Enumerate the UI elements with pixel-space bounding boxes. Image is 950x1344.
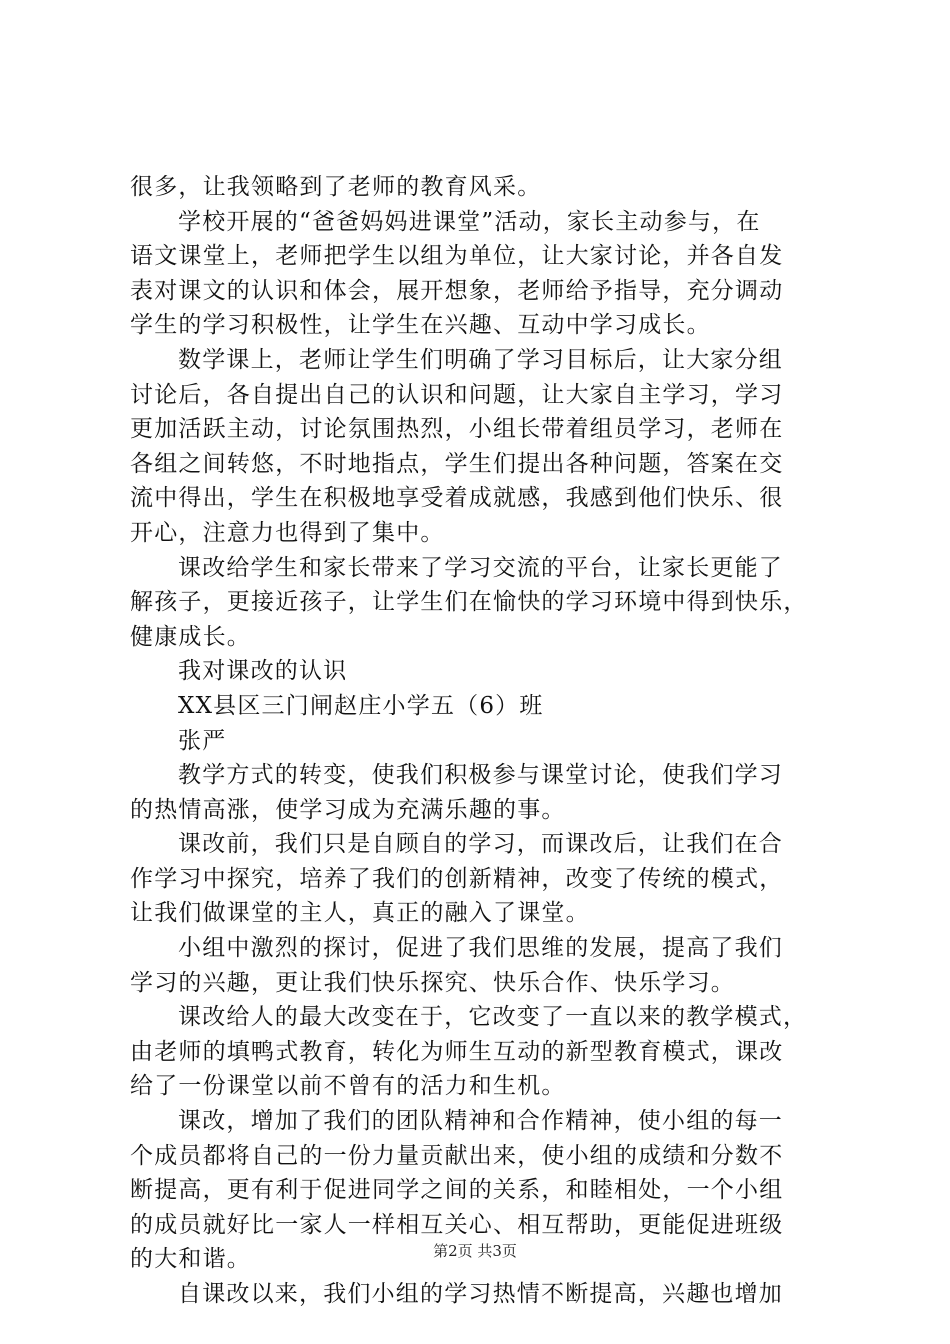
author-name: 张严	[178, 727, 227, 754]
text-line: 表对课文的认识和体会，展开想象，老师给予指导，充分调动	[130, 277, 784, 304]
text-line: 课改，增加了我们的团队精神和合作精神，使小组的每一	[178, 1108, 783, 1135]
author-school: XX县区三门闸赵庄小学五（6）班	[178, 692, 544, 719]
text-line: 课改给人的最大改变在于，它改变了一直以来的教学模式，	[178, 1004, 808, 1031]
text-line: 学生的学习积极性，让学生在兴趣、互动中学习成长。	[130, 312, 711, 339]
text-line: 学习的兴趣，更让我们快乐探究、快乐合作、快乐学习。	[130, 969, 735, 996]
text-line: 课改给学生和家长带来了学习交流的平台，让家长更能了	[178, 554, 783, 581]
text-line: 更加活跃主动，讨论氛围热烈，小组长带着组员学习，老师在	[130, 416, 784, 443]
text-line: 流中得出，学生在积极地享受着成就感，我感到他们快乐、很	[130, 485, 784, 512]
text-line: 断提高，更有利于促进同学之间的关系，和睦相处，一个小组	[130, 1177, 784, 1204]
text-line: 让我们做课堂的主人，真正的融入了课堂。	[130, 900, 590, 927]
document-body	[130, 170, 830, 1312]
text-line: 课改前，我们只是自顾自的学习，而课改后，让我们在合	[178, 831, 783, 858]
text-line: 由老师的填鸭式教育，转化为师生互动的新型教育模式，课改	[130, 1038, 784, 1065]
text-line: 开心，注意力也得到了集中。	[130, 519, 445, 546]
text-line: 教学方式的转变，使我们积极参与课堂讨论，使我们学习	[178, 762, 783, 789]
text-line: 讨论后，各自提出自己的认识和问题，让大家自主学习，学习	[130, 381, 784, 408]
text-line: 的大和谐。	[130, 1246, 251, 1273]
text-line: 很多，让我领略到了老师的教育风采。	[130, 174, 542, 200]
text-line: 作学习中探究，培养了我们的创新精神，改变了传统的模式，	[130, 865, 784, 892]
section-title: 我对课改的认识	[178, 658, 348, 685]
text-line: 健康成长。	[130, 623, 251, 650]
text-line: 小组中激烈的探讨，促进了我们思维的发展，提高了我们	[178, 935, 783, 962]
text-line: 的成员就好比一家人一样相互关心、相互帮助，更能促进班级	[130, 1211, 784, 1238]
text-line: 给了一份课堂以前不曾有的活力和生机。	[130, 1073, 566, 1100]
text-line: 语文课堂上，老师把学生以组为单位，让大家讨论，并各自发	[130, 243, 784, 270]
text-line: 解孩子，更接近孩子，让学生们在愉快的学习环境中得到快乐，	[130, 589, 808, 616]
text-line: 数学课上，老师让学生们明确了学习目标后，让大家分组	[178, 346, 783, 373]
text-line: 各组之间转悠，不时地指点，学生们提出各种问题，答案在交	[130, 450, 784, 477]
text-line: 的热情高涨，使学习成为充满乐趣的事。	[130, 796, 566, 823]
text-line: 个成员都将自己的一份力量贡献出来，使小组的成绩和分数不	[130, 1142, 784, 1169]
page-number-footer: 第2页 共3页	[433, 1242, 517, 1260]
text-line: 学校开展的“爸爸妈妈进课堂”活动，家长主动参与，在	[178, 208, 761, 235]
text-line: 自课改以来，我们小组的学习热情不断提高，兴趣也增加	[178, 1281, 783, 1307]
